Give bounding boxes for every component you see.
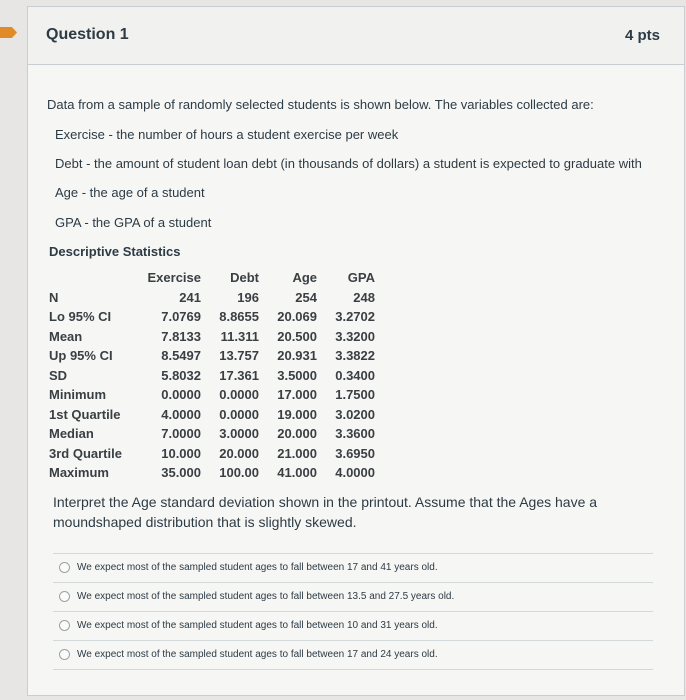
stats-cell: 241 [179,289,201,305]
stats-cell: 100.00 [219,465,259,481]
stats-cell: 20.000 [219,445,259,461]
stats-row [49,307,375,327]
stats-cell: 196 [237,289,259,305]
stats-cell: 0.3400 [335,367,375,383]
stats-title: Descriptive Statistics [49,244,181,259]
stats-row-label: 3rd Quartile [49,445,122,461]
stats-cell: 10.000 [161,445,201,461]
question-title: Question 1 [46,26,129,43]
stats-header-cell: Exercise [147,270,201,286]
stats-header-row [49,268,375,288]
answer-label[interactable]: We expect most of the sampled student ages to fall between 13.5 and 27.5 years old. [77,591,455,602]
radio-button[interactable] [59,591,70,602]
stats-row [49,444,375,464]
radio-button[interactable] [59,620,70,631]
stats-cell: 3.2702 [335,309,375,325]
stats-cell: 0.0000 [219,406,259,422]
stats-row [49,366,375,386]
stats-row [49,288,375,308]
stats-cell: 20.000 [277,426,317,442]
descriptive-stats-table [49,268,375,483]
stats-row [49,424,375,444]
stats-cell: 8.5497 [161,348,201,364]
stats-cell: 17.000 [277,387,317,403]
stats-row [49,405,375,425]
answer-label[interactable]: We expect most of the sampled student ages to fall between 10 and 31 years old. [77,620,438,631]
stats-cell: 4.0000 [335,465,375,481]
stats-cell: 3.0000 [219,426,259,442]
answer-option[interactable] [53,611,653,640]
stats-cell: 3.3822 [335,348,375,364]
radio-button[interactable] [59,562,70,573]
stats-row [49,327,375,347]
answer-label[interactable]: We expect most of the sampled student ages to fall between 17 and 41 years old. [77,562,438,573]
stats-header-cell: Debt [230,270,259,286]
variable-age: Age - the age of a student [55,185,205,200]
stats-row-label: N [49,289,59,305]
stats-header-cell [49,268,125,288]
stats-row-label: Median [49,426,94,442]
stats-cell: 3.3200 [335,328,375,344]
stats-cell: 254 [295,289,317,305]
stats-cell: 0.0000 [219,387,259,403]
stats-row-label: Lo 95% CI [49,309,112,325]
stats-cell: 0.0000 [161,387,201,403]
stats-cell: 41.000 [277,465,317,481]
stats-cell: 7.0000 [161,426,201,442]
answer-label[interactable]: We expect most of the sampled student ages to fall between 17 and 24 years old. [77,649,438,660]
stats-row [49,385,375,405]
stats-row-label: Mean [49,328,83,344]
stats-cell: 35.000 [161,465,201,481]
answer-list [53,553,653,670]
stats-cell: 1.7500 [335,387,375,403]
stats-row [49,463,375,483]
stats-row [49,346,375,366]
stats-row-label: Maximum [49,465,109,481]
stats-row-label: SD [49,367,68,383]
variable-exercise: Exercise - the number of hours a student exercise per week [55,127,399,142]
stats-cell: 3.6950 [335,445,375,461]
answer-option[interactable] [53,553,653,582]
question-header [28,7,684,65]
stats-cell: 20.931 [277,348,317,364]
question-prompt: Interpret the Age standard deviation shown in the printout. Assume that the Ages have a moundshaped distribution that is slightly skewed. [53,494,598,530]
stats-header-cell: Age [292,270,317,286]
stats-cell: 7.0769 [161,309,201,325]
stats-cell: 3.3600 [335,426,375,442]
stats-row-label: Up 95% CI [49,348,113,364]
stats-cell: 13.757 [219,348,259,364]
intro-text: Data from a sample of randomly selected students is shown below. The variables collected are: [47,97,594,112]
stats-cell: 17.361 [219,367,259,383]
answer-option[interactable] [53,640,653,670]
stats-cell: 21.000 [277,445,317,461]
question-flag-icon[interactable] [0,27,17,38]
stats-cell: 5.8032 [161,367,201,383]
stats-cell: 7.8133 [161,328,201,344]
stats-cell: 8.8655 [219,309,259,325]
stats-cell: 4.0000 [161,406,201,422]
question-points: 4 pts [624,27,660,44]
stats-header-cell: GPA [347,270,375,286]
stats-row-label: Minimum [49,387,107,403]
radio-button[interactable] [59,649,70,660]
variable-gpa: GPA - the GPA of a student [55,215,212,230]
answer-option[interactable] [53,582,653,611]
stats-cell: 20.500 [277,328,317,344]
stats-cell: 19.000 [277,406,317,422]
stats-cell: 3.0200 [335,406,375,422]
stats-cell: 11.311 [220,328,259,344]
question-card [27,6,685,696]
variable-debt: Debt - the amount of student loan debt (in thousands of dollars) a student is expected to graduate with [55,156,642,171]
stats-cell: 3.5000 [277,367,317,383]
stats-cell: 248 [353,289,375,305]
stats-row-label: 1st Quartile [49,406,121,422]
stats-cell: 20.069 [277,309,317,325]
